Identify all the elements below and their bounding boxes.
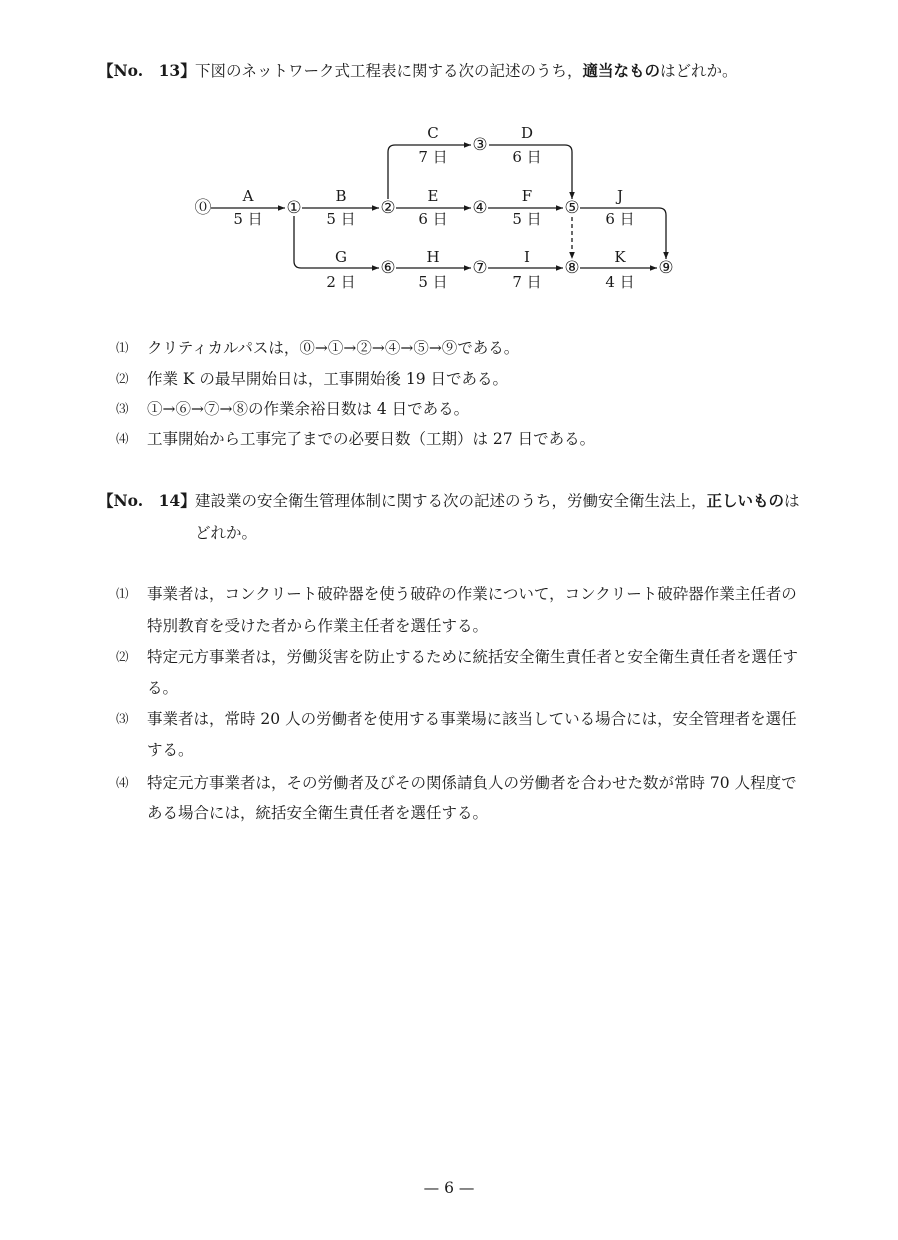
node-8: ⑧ [564, 258, 580, 278]
activity-f-name: F [521, 187, 533, 205]
activity-h-name: H [426, 248, 440, 266]
activity-d-name: D [520, 124, 534, 142]
activity-g-name: G [335, 248, 347, 266]
q14-stem-line-2: どれか。 [195, 524, 258, 542]
activity-c-duration: 7 日 [418, 148, 448, 166]
activity-a-name: A [242, 187, 254, 205]
q13-stem-text: 下図のネットワーク式工程表に関する次の記述のうち， [195, 62, 583, 80]
q14-option-2-line-1: 特定元方事業者は，労働災害を防止するために統括安全衛生責任者と安全衛生責任者を選任す [147, 648, 799, 666]
node-0: ⓪ [194, 198, 212, 218]
activity-i-duration: 7 日 [512, 273, 542, 291]
q14-stem [195, 491, 800, 511]
q14-option-3-line-1: 事業者は，常時 20 人の労働者を使用する事業場に該当している場合には，安全管理者を選任 [147, 710, 797, 728]
activity-c-name: C [427, 124, 439, 142]
q13-option-2-text: 作業 K の最早開始日は，工事開始後 19 日である。 [147, 370, 509, 388]
q13-option-3-label: ⑶ [116, 401, 129, 416]
q14-stem-emphasis: 正しいもの [706, 492, 785, 510]
q14-stem-text: 建設業の安全衛生管理体制に関する次の記述のうち，労働安全衛生法上， [195, 492, 707, 510]
q14-option-4-line-2: ある場合には，統括安全衛生責任者を選任する。 [147, 804, 489, 822]
q14-option-3-line-2: する。 [147, 741, 194, 759]
activity-e-duration: 6 日 [418, 210, 448, 228]
activity-b-name: B [335, 187, 347, 205]
q14-option-1-line-2: 特別教育を受けた者から作業主任者を選任する。 [147, 617, 489, 635]
page-number: — 6 — [423, 1179, 475, 1197]
q14-option-3-label: ⑶ [116, 711, 129, 726]
node-1: ① [286, 198, 302, 218]
activity-e-name: E [427, 187, 439, 205]
q14-option-1-label: ⑴ [116, 586, 129, 601]
q14-option-4-label: ⑷ [116, 775, 129, 790]
q14-option-2-label: ⑵ [116, 649, 129, 664]
q13-option-2-label: ⑵ [116, 371, 129, 386]
activity-b-duration: 5 日 [326, 210, 356, 228]
activity-k-duration: 4 日 [605, 273, 635, 291]
q14-option-1-line-1: 事業者は，コンクリート破砕器を使う破砕の作業について，コンクリート破砕器作業主任者の [147, 585, 797, 603]
q14-number: 【No. 14】 [98, 491, 196, 510]
node-2: ② [380, 198, 396, 218]
activity-f-duration: 5 日 [512, 210, 542, 228]
activity-a-duration: 5 日 [233, 210, 263, 228]
node-5: ⑤ [564, 198, 580, 218]
activity-i-name: I [524, 248, 530, 266]
node-3: ③ [472, 135, 488, 155]
activity-j-name: J [616, 187, 624, 205]
q14-option-2-line-2: る。 [147, 679, 179, 697]
q13-stem-emphasis: 適当なもの [582, 62, 661, 80]
q14-option-4-line-1: 特定元方事業者は，その労働者及びその関係請負人の労働者を合わせた数が常時 70 人程度で [147, 774, 797, 792]
q14-stem-end: は [784, 492, 800, 510]
node-7: ⑦ [472, 258, 488, 278]
activity-g-duration: 2 日 [326, 273, 356, 291]
q13-stem-end: はどれか。 [660, 62, 738, 80]
node-9: ⑨ [658, 258, 674, 278]
q13-option-1-label: ⑴ [116, 340, 129, 355]
node-6: ⑥ [380, 258, 396, 278]
node-4: ④ [472, 198, 488, 218]
q13-option-4-label: ⑷ [116, 431, 129, 446]
activity-d-duration: 6 日 [512, 148, 542, 166]
q13-option-4-text: 工事開始から工事完了までの必要日数（工期）は 27 日である。 [147, 430, 596, 448]
q13-option-3-text: ①→⑥→⑦→⑧の作業余裕日数は 4 日である。 [147, 400, 470, 418]
q13-number: 【No. 13】 [98, 61, 196, 80]
activity-h-duration: 5 日 [418, 273, 448, 291]
network-diagram [0, 0, 898, 320]
activity-k-name: K [614, 248, 626, 266]
q13-option-1-text: クリティカルパスは，⓪→①→②→④→⑤→⑨である。 [147, 339, 520, 357]
activity-j-duration: 6 日 [605, 210, 635, 228]
